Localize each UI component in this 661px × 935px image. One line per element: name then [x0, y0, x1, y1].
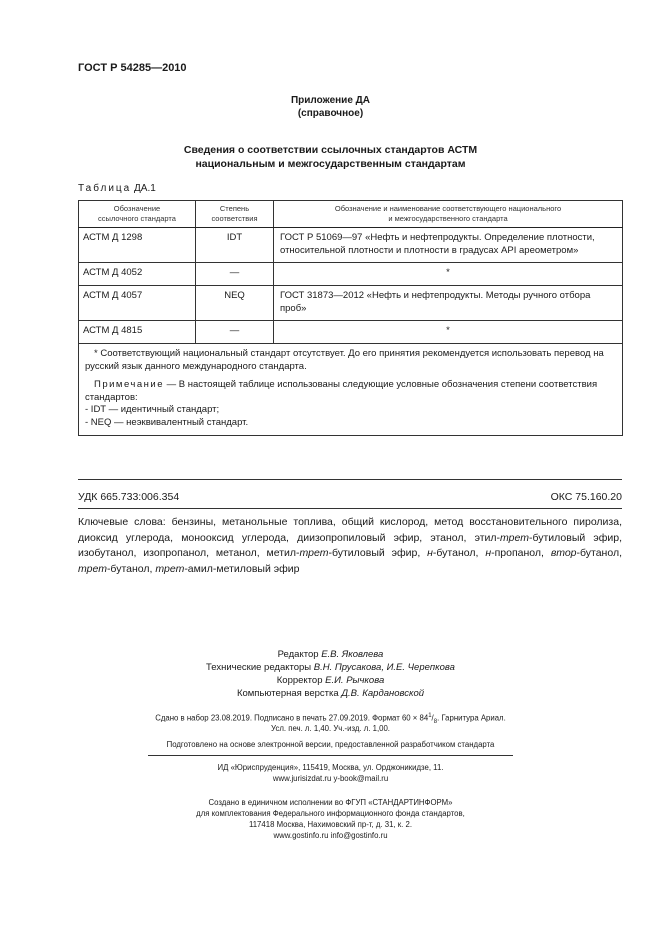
table-header-row [79, 201, 623, 228]
udk-code: УДК 665.733:006.354 [78, 491, 180, 503]
oks-code: ОКС 75.160.20 [550, 491, 622, 503]
table-row [79, 321, 623, 344]
publisher-line2: www.jurisizdat.ru y-book@mail.ru [272, 774, 389, 783]
credit-name: Е.В. Яковлева [321, 649, 384, 660]
credit-label: Компьютерная верстка [236, 688, 342, 699]
format-fraction-numerator: 1 [428, 713, 432, 719]
table-caption-number: ДА.1 [134, 183, 156, 194]
table-row [79, 263, 623, 286]
keywords-text: -бутиловый эфир, [328, 547, 428, 559]
appendix-title: Приложение ДА [290, 95, 371, 106]
cell-degree: IDT [196, 228, 274, 263]
header-standard-line2: и межгосударственного стандарта [388, 214, 508, 223]
table-notes-row [79, 344, 623, 436]
credit-label: Корректор [276, 675, 326, 686]
divider [78, 508, 622, 509]
table-note [85, 379, 616, 404]
header-degree [196, 201, 274, 228]
credit-name: В.Н. Прусакова, И.Е. Черепкова [313, 662, 455, 673]
keywords-italic: н [485, 547, 492, 559]
credit-name: Е.И. Рычкова [325, 675, 385, 686]
printer-line3: 117418 Москва, Нахимовский пр-т, д. 31, к. 2. [248, 820, 413, 829]
cell-standard: * [274, 263, 623, 286]
keywords-text: -бутиловый эфир, изобутанол, изопропанол, метанол, метил- [78, 531, 622, 559]
keywords-italic: трет [299, 547, 329, 559]
cell-standard: ГОСТ Р 51069—97 «Нефть и нефтепродукты. Определение плотности, относительной плотности и плотности в градусах API ареометром» [274, 228, 623, 263]
divider [148, 755, 513, 756]
keywords-text: -бутанол, [106, 562, 156, 575]
keywords-text: -бутанол, [432, 547, 486, 559]
note-item-idt: - IDT — идентичный стандарт; [85, 404, 220, 415]
credit-tech-editors [0, 661, 661, 674]
header-degree-line2: соответствия [211, 214, 258, 223]
keywords-text: -амил-метиловый эфир [184, 562, 300, 575]
keywords-italic: трет [155, 562, 185, 575]
cell-reference: АСТМ Д 4052 [79, 263, 196, 286]
keywords-paragraph [78, 515, 622, 577]
cell-reference: АСТМ Д 1298 [79, 228, 196, 263]
keywords-italic: трет [78, 562, 107, 575]
imprint-line2: Усл. печ. л. 1,40. Уч.-изд. л. 1,00. [271, 724, 390, 733]
header-reference [79, 201, 196, 228]
imprint-text: . Гарнитура Ариал. [437, 713, 506, 723]
cell-degree: NEQ [196, 286, 274, 321]
document-code: ГОСТ Р 54285—2010 [78, 62, 187, 74]
credit-editor [0, 648, 661, 661]
credit-layout [0, 687, 661, 700]
section-title-line2: национальным и межгосударственным стандартам [195, 158, 466, 170]
imprint-text: Сдано в набор 23.08.2019. Подписано в печать 27.09.2019. Формат 60 × 84 [155, 713, 429, 723]
printer-line4: www.gostinfo.ru info@gostinfo.ru [273, 831, 388, 840]
printer-line1: Создано в единичном исполнении во ФГУП «СТАНДАРТИНФОРМ» [208, 798, 453, 807]
imprint-line3: Подготовлено на основе электронной версии, предоставленной разработчиком стандарта [166, 740, 495, 749]
correspondence-table [78, 200, 623, 436]
table-row [79, 228, 623, 263]
cell-reference: АСТМ Д 4057 [79, 286, 196, 321]
cell-standard: ГОСТ 31873—2012 «Нефть и нефтепродукты. Методы ручного отбора проб» [274, 286, 623, 321]
note-label: Примечание [94, 379, 164, 390]
credit-label: Технические редакторы [206, 662, 314, 673]
section-title-line1: Сведения о соответствии ссылочных стандартов АСТМ [183, 144, 478, 156]
keywords-text: -бутанол, [576, 547, 623, 559]
appendix-subtitle: (справочное) [297, 108, 364, 119]
table-row [79, 286, 623, 321]
header-reference-line2: ссылочного стандарта [98, 214, 176, 223]
keywords-italic: н [427, 547, 433, 559]
cell-standard: * [274, 321, 623, 344]
header-reference-line1: Обозначение [113, 204, 161, 213]
cell-reference: АСТМ Д 4815 [79, 321, 196, 344]
credit-corrector [0, 674, 661, 687]
keywords-text: -пропанол, [491, 547, 551, 559]
note-item-neq: - NEQ — неэквивалентный стандарт. [85, 416, 249, 428]
format-fraction-denominator: 8 [433, 719, 438, 726]
cell-degree: — [196, 321, 274, 344]
cell-degree: — [196, 263, 274, 286]
table-footnote: * Соответствующий национальный стандарт отсутствует. До его принятия рекомендуется использовать перевод на русский язык данного международного стандарта. [85, 348, 604, 372]
keywords-text: Ключевые слова: бензины, метанольные топлива, общий кислород, метод восстановительного пиролиза, диоксид углерода, монооксид углерода, диизопропиловый эфир, этанол, этил- [78, 516, 622, 544]
keywords-italic: трет [500, 531, 529, 544]
divider [78, 479, 622, 480]
credit-name: Д.В. Кардановской [341, 688, 425, 699]
note-text: — В настоящей таблице использованы следующие условные обозначения степени соответствия стандартов: [85, 379, 598, 403]
table-caption [78, 183, 156, 194]
imprint-line1: Сдано в набор 23.08.2019. Подписано в печать 27.09.2019. Формат $60 \times 84^1/_8$. Гарнитура Ариал. [155, 713, 506, 726]
table-notes [79, 344, 623, 436]
printer-line2: для комплектования Федерального информационного фонда стандартов, [196, 809, 465, 818]
publisher-line1: ИД «Юриспруденция», 115419, Москва, ул. Орджоникидзе, 11. [217, 763, 444, 772]
header-degree-line1: Степень [219, 204, 250, 213]
keywords-italic: втор [550, 547, 577, 559]
credit-label: Редактор [277, 649, 322, 660]
table-caption-prefix: Таблица [78, 183, 132, 194]
header-standard [274, 201, 623, 228]
header-standard-line1: Обозначение и наименование соответствующего национального [334, 204, 562, 213]
